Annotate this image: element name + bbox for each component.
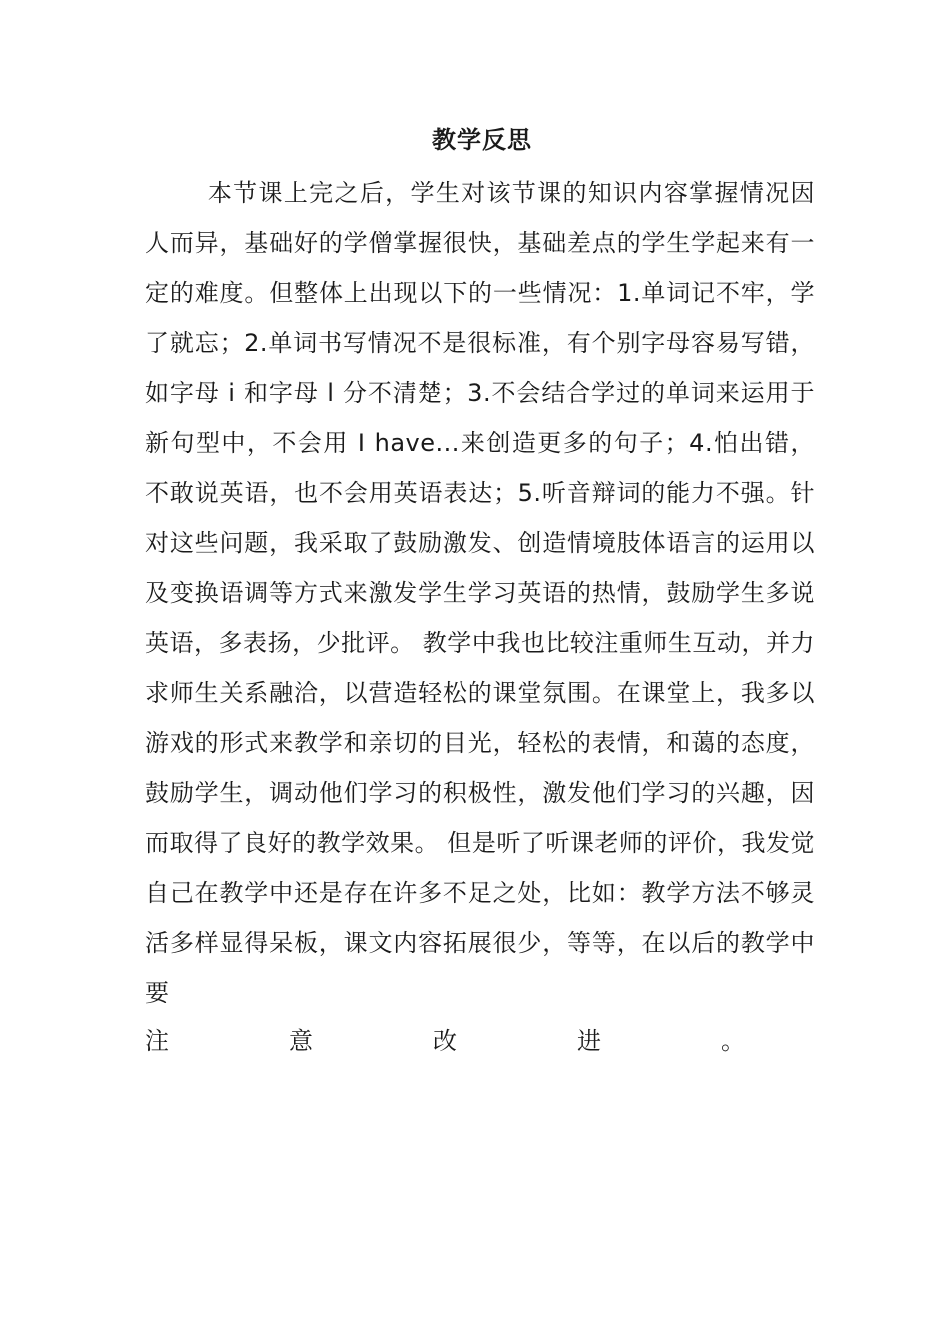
page-title: 教学反思 [432, 126, 532, 154]
body-paragraph [145, 168, 815, 1018]
final-char-5: 。 [721, 1027, 745, 1055]
final-char-3: 改 [433, 1027, 457, 1055]
body-text: 本节课上完之后，学生对该节课的知识内容掌握情况因人而异，基础好的学僧掌握很快，基础差点的学生学起来有一定的难度。但整体上出现以下的一些情况：1.单词记不牢，学了就忘；2.单词书写情况不是很标准，有个别字母容易写错，如字母 i 和字母 l 分不清楚；3.不会结合学过的单词来运用于新句型中，不会用 I have...来创造更多的句子；4.怕出错，不敢说英语，也不会用英语表达；5.听音辩词的能力不强。针对这些问题，我采取了鼓励激发、创造情境肢体语言的运用以及变换语调等方式来激发学生学习英语的热情，鼓励学生多说英语，多表扬，少批评。 教学中我也比较注重师生互动，并力求师生关系融洽，以营造轻松的课堂氛围。在课堂上，我多以游戏的形式来教学和亲切的目光，轻松的表情，和蔼的态度，鼓励学生，调动他们学习的积极性，激发他们学习的兴趣，因而取得了良好的教学效果。 但是听了听课老师的评价，我发觉自己在教学中还是存在许多不足之处，比如：教学方法不够灵活多样显得呆板，课文内容拓展很少，等等，在以后的教学中要 [145, 179, 815, 1007]
final-line [145, 1016, 745, 1066]
final-char-4: 进 [577, 1027, 601, 1055]
final-char-1: 注 [145, 1027, 169, 1055]
final-char-2: 意 [289, 1027, 313, 1055]
